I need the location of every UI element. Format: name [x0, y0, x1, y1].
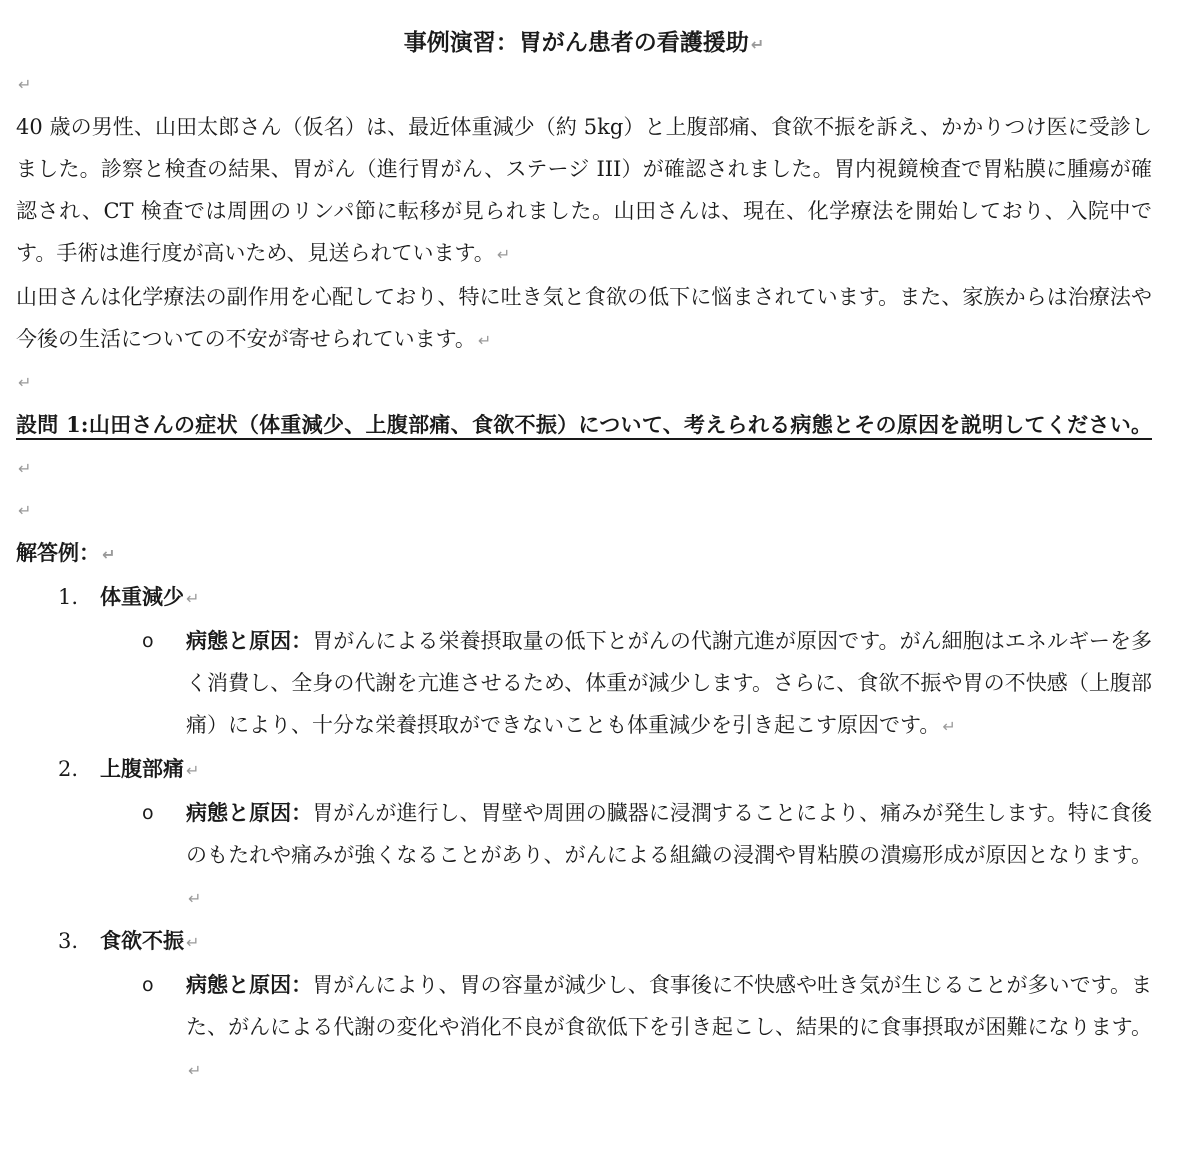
answer-detail-3	[16, 964, 1152, 1092]
detail-text: 胃がんが進行し、胃壁や周囲の臓器に浸潤することにより、痛みが発生します。特に食後のもたれや痛みが強くなることがあり、がんによる組織の浸潤や胃粘膜の潰瘍形成が原因となります。	[186, 801, 1152, 867]
detail-text: 胃がんにより、胃の容量が減少し、食事後に不快感や吐き気が生じることが多いです。また、がんによる代謝の変化や消化不良が食欲低下を引き起こし、結果的に食事摂取が困難になります。	[186, 973, 1152, 1039]
detail-label: 病態と原因：	[186, 972, 313, 997]
paragraph-mark: ↵	[186, 761, 200, 780]
bullet-icon: o	[142, 630, 154, 652]
title-text: 事例演習：胃がん患者の看護援助	[403, 29, 749, 56]
paragraph-mark: ↵	[750, 35, 765, 54]
case-text-2: 山田さんは化学療法の副作用を心配しており、特に吐き気と食欲の低下に悩まされています。また、家族からは治療法や今後の生活についての不安が寄せられています。	[16, 285, 1152, 351]
list-number: 1.	[58, 585, 79, 609]
paragraph-mark: ↵	[18, 501, 32, 520]
case-text-1: 40 歳の男性、山田太郎さん（仮名）は、最近体重減少（約 5kg）と上腹部痛、食欲不振を訴え、かかりつけ医に受診しました。診察と検査の結果、胃がん（進行胃がん、ステージ III）が確認されました。胃内視鏡検査で胃粘膜に腫瘍が確認され、CT 検査では周囲のリンパ節に転移が見られました。山田さんは、現在、化学療法を開始しており、入院中です。手術は進行度が高いため、見送られています。	[16, 115, 1152, 265]
paragraph-mark: ↵	[18, 459, 32, 478]
paragraph-mark: ↵	[18, 373, 32, 392]
detail-text: 胃がんによる栄養摂取量の低下とがんの代謝亢進が原因です。がん細胞はエネルギーを多く消費し、全身の代謝を亢進させるため、体重が減少します。さらに、食欲不振や胃の不快感（上腹部痛）により、十分な栄養摂取ができないことも体重減少を引き起こす原因です。	[186, 629, 1152, 737]
paragraph-mark: ↵	[496, 245, 511, 264]
case-paragraph-2	[16, 276, 1152, 362]
answer-label-paragraph	[16, 532, 1152, 576]
answer-detail-2	[16, 792, 1152, 920]
paragraph-mark: ↵	[477, 331, 492, 350]
answer-item-2	[16, 748, 1152, 792]
paragraph-mark: ↵	[186, 589, 200, 608]
answer-item-1	[16, 576, 1152, 620]
empty-paragraph	[16, 490, 1152, 532]
answer-heading: 食欲不振	[100, 928, 184, 953]
empty-paragraph	[16, 64, 1152, 106]
paragraph-mark: ↵	[942, 717, 956, 736]
paragraph-mark: ↵	[18, 75, 32, 94]
answer-detail-1	[16, 620, 1152, 748]
answer-heading: 上腹部痛	[100, 756, 184, 781]
answer-label: 解答例：	[16, 540, 100, 565]
list-number: 2.	[58, 757, 79, 781]
paragraph-mark: ↵	[102, 545, 116, 564]
document-page	[16, 22, 1152, 1092]
list-number: 3.	[58, 929, 79, 953]
question-text: 設問 1:山田さんの症状（体重減少、上腹部痛、食欲不振）について、考えられる病態とその原因を説明してください。	[16, 412, 1152, 437]
detail-label: 病態と原因：	[186, 628, 313, 653]
paragraph-mark: ↵	[188, 889, 202, 908]
question-paragraph	[16, 404, 1152, 490]
paragraph-mark: ↵	[188, 1061, 202, 1080]
paragraph-mark: ↵	[186, 933, 200, 952]
detail-label: 病態と原因：	[186, 800, 313, 825]
answer-item-3	[16, 920, 1152, 964]
bullet-icon: o	[142, 802, 154, 824]
document-title	[16, 22, 1152, 64]
answer-heading: 体重減少	[100, 584, 184, 609]
case-paragraph-1	[16, 106, 1152, 276]
bullet-icon: o	[142, 974, 154, 996]
empty-paragraph	[16, 362, 1152, 404]
